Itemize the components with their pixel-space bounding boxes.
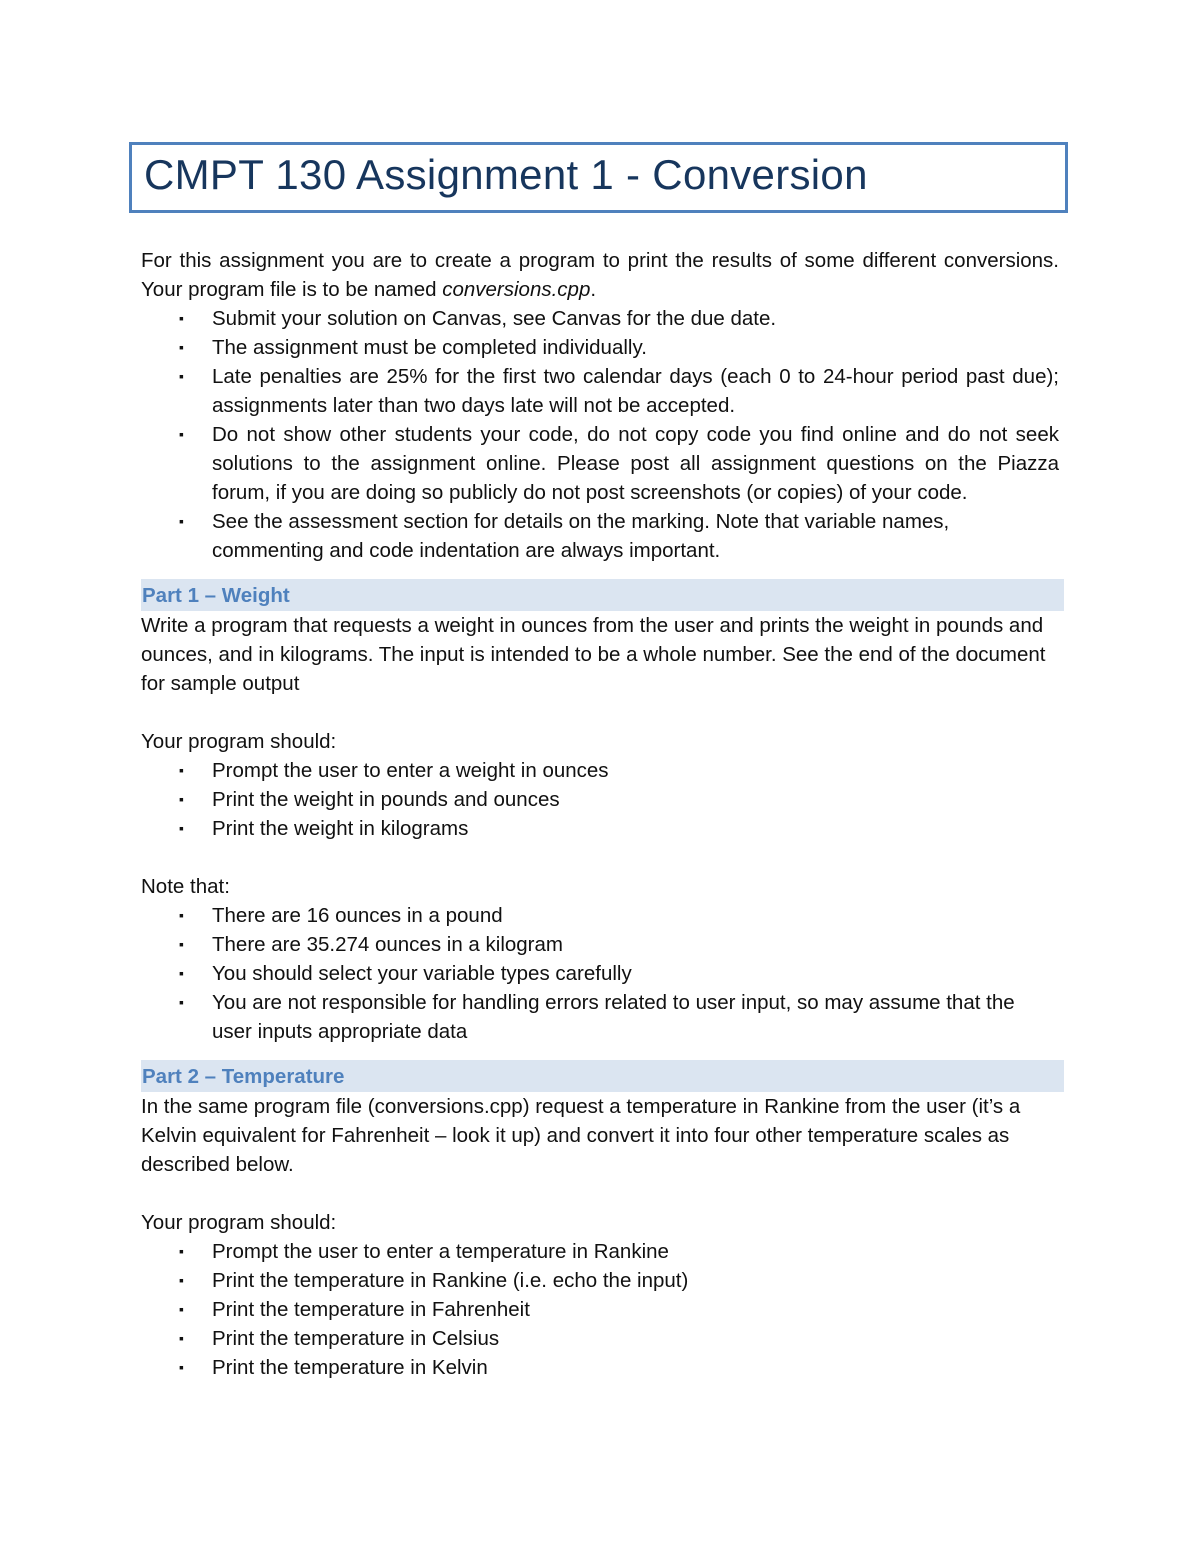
bullet-icon: ▪ xyxy=(179,368,184,384)
part2-description: In the same program file (conversions.cpp) request a temperature in Rankine from the user (it’s a Kelvin equivalent for Fahrenheit – look it up) and convert it into four other temperature scales as described below. xyxy=(141,1095,1021,1176)
list-item: ▪ Submit your solution on Canvas, see Canvas for the due date. xyxy=(212,304,1059,333)
bullet-icon: ▪ xyxy=(179,1301,184,1317)
document-body xyxy=(141,246,1059,1382)
bullet-icon: ▪ xyxy=(179,310,184,326)
bullet-icon: ▪ xyxy=(179,994,184,1010)
bullet-icon: ▪ xyxy=(179,791,184,807)
intro-bullet-list xyxy=(141,304,1059,565)
title-box xyxy=(129,142,1068,213)
list-item: ▪ You are not responsible for handling errors related to user input, so may assume that the user inputs appropriate data xyxy=(212,988,1059,1046)
bullet-icon: ▪ xyxy=(179,1330,184,1346)
list-item: ▪ See the assessment section for details on the marking. Note that variable names, commenting and code indentation are always important. xyxy=(212,507,1059,565)
part1-note-list xyxy=(141,901,1059,1046)
bullet-icon: ▪ xyxy=(179,1359,184,1375)
list-item: ▪ Late penalties are 25% for the first two calendar days (each 0 to 24-hour period past due); assignments later than two days late will not be accepted. xyxy=(212,362,1059,420)
list-item: ▪ Prompt the user to enter a weight in ounces xyxy=(212,756,1059,785)
list-item: ▪ Print the temperature in Fahrenheit xyxy=(212,1295,1059,1324)
part1-should-list xyxy=(141,756,1059,843)
intro-filename: conversions.cpp xyxy=(442,278,591,301)
list-item: ▪ Print the temperature in Rankine (i.e. echo the input) xyxy=(212,1266,1059,1295)
bullet-icon: ▪ xyxy=(179,513,184,529)
part1-should-label: Your program should: xyxy=(141,730,337,753)
list-item: ▪ There are 35.274 ounces in a kilogram xyxy=(212,930,1059,959)
list-item: ▪ Print the temperature in Kelvin xyxy=(212,1353,1059,1382)
intro-text: For this assignment you are to create a program to print the results of some different conversions. Your program file is to be named xyxy=(141,249,1059,301)
part1-heading: Part 1 – Weight xyxy=(141,579,1064,611)
list-item: ▪ There are 16 ounces in a pound xyxy=(212,901,1059,930)
bullet-icon: ▪ xyxy=(179,820,184,836)
part2-should-list xyxy=(141,1237,1059,1382)
bullet-icon: ▪ xyxy=(179,339,184,355)
bullet-icon: ▪ xyxy=(179,907,184,923)
intro-text-end: . xyxy=(590,278,597,301)
part1-note-label: Note that: xyxy=(141,875,230,898)
page-title: CMPT 130 Assignment 1 - Conversion xyxy=(144,151,868,198)
part1-description: Write a program that requests a weight in ounces from the user and prints the weight in pounds and ounces, and in kilograms. The input is intended to be a whole number. See the end of the document for sample output xyxy=(141,614,1046,695)
bullet-icon: ▪ xyxy=(179,426,184,442)
intro-paragraph xyxy=(141,246,1059,304)
bullet-icon: ▪ xyxy=(179,762,184,778)
list-item: ▪ The assignment must be completed individually. xyxy=(212,333,1059,362)
list-item: ▪ You should select your variable types carefully xyxy=(212,959,1059,988)
list-item: ▪ Do not show other students your code, do not copy code you find online and do not seek solutions to the assignment online. Please post all assignment questions on the Piazza forum, if you are doing so publicly do not post screenshots (or copies) of your code. xyxy=(212,420,1059,507)
list-item: ▪ Print the temperature in Celsius xyxy=(212,1324,1059,1353)
list-item: ▪ Print the weight in pounds and ounces xyxy=(212,785,1059,814)
bullet-icon: ▪ xyxy=(179,965,184,981)
part2-heading: Part 2 – Temperature xyxy=(141,1060,1064,1092)
part2-should-label: Your program should: xyxy=(141,1211,337,1234)
bullet-icon: ▪ xyxy=(179,936,184,952)
bullet-icon: ▪ xyxy=(179,1272,184,1288)
list-item: ▪ Prompt the user to enter a temperature in Rankine xyxy=(212,1237,1059,1266)
bullet-icon: ▪ xyxy=(179,1243,184,1259)
list-item: ▪ Print the weight in kilograms xyxy=(212,814,1059,843)
